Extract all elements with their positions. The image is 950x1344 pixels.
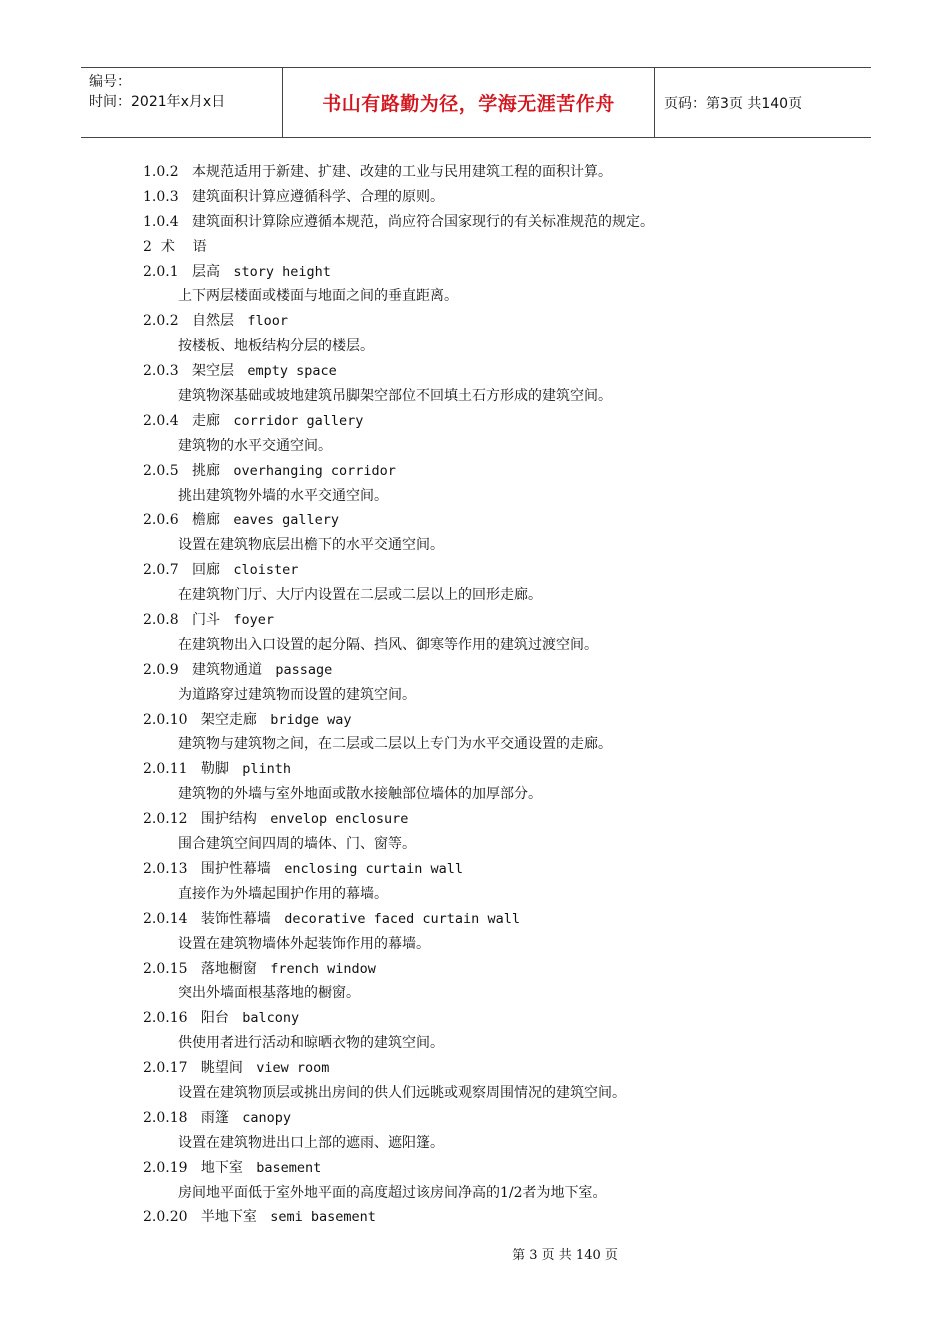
- definition-line: [143, 732, 843, 757]
- clause-line: [143, 857, 843, 882]
- definition-text: 供使用者进行活动和晾晒衣物的建筑空间。: [178, 1035, 444, 1052]
- clause-line: [143, 957, 843, 982]
- definition-line: [143, 384, 843, 409]
- clause-number: 2.0.16: [143, 1010, 188, 1027]
- definition-line: [143, 1031, 843, 1056]
- definition-text: 在建筑物门厅、大厅内设置在二层或二层以上的回形走廊。: [178, 587, 542, 604]
- clause-number: 2.0.17: [143, 1060, 188, 1077]
- term-english: envelop enclosure: [270, 811, 409, 828]
- definition-text: 直接作为外墙起围护作用的幕墙。: [178, 885, 388, 902]
- definition-line: [143, 434, 843, 459]
- definition-text: 在建筑物出入口设置的起分隔、挡风、御寒等作用的建筑过渡空间。: [178, 636, 598, 653]
- clause-line: [143, 658, 843, 683]
- definition-line: [143, 533, 843, 558]
- term-english: passage: [275, 661, 333, 678]
- clause-line: [143, 260, 843, 285]
- clause-number: 2.0.20: [143, 1209, 188, 1226]
- clause-number: 1.0.3: [143, 188, 179, 205]
- clause-text: 建筑面积计算除应遵循本规范，尚应符合国家现行的有关标准规范的规定。: [191, 213, 654, 230]
- clause-number: 2.0.3: [143, 363, 179, 380]
- definition-text: 建筑物的外墙与室外地面或散水接触部位墙体的加厚部分。: [178, 786, 542, 803]
- definition-text: 建筑物深基础或坡地建筑吊脚架空部位不回填土石方形成的建筑空间。: [178, 388, 612, 405]
- term-name: 门斗: [191, 612, 220, 629]
- term-english: cloister: [233, 562, 299, 579]
- definition-text: 建筑物与建筑物之间，在二层或二层以上专门为水平交通设置的走廊。: [178, 736, 612, 753]
- term-name: 围护结构: [200, 811, 257, 828]
- clause-line: [143, 708, 843, 733]
- date-label: 时间：2021年x月x日: [89, 94, 226, 110]
- clause-number: 2.0.14: [143, 910, 188, 927]
- term-name: 地下室: [200, 1159, 243, 1176]
- clause-line: [143, 185, 843, 210]
- clause-line: [143, 1106, 843, 1131]
- definition-text: 设置在建筑物顶层或挑出房间的供人们远眺或观察周围情况的建筑空间。: [178, 1084, 626, 1101]
- term-english: balcony: [242, 1010, 300, 1027]
- definition-line: [143, 484, 843, 509]
- term-english: canopy: [242, 1109, 292, 1126]
- definition-line: [143, 782, 843, 807]
- definition-line: [143, 932, 843, 957]
- clause-number: 2.0.10: [143, 711, 188, 728]
- clause-number: 2: [143, 238, 152, 255]
- term-name: 半地下室: [200, 1209, 257, 1226]
- clause-number: 2.0.2: [143, 313, 179, 330]
- term-name: 走廊: [191, 412, 220, 429]
- clause-line: [143, 907, 843, 932]
- clause-line: [143, 210, 843, 235]
- term-english: eaves gallery: [233, 512, 340, 529]
- definition-text: 为道路穿过建筑物而设置的建筑空间。: [178, 686, 416, 703]
- section-heading: [143, 235, 843, 260]
- term-name: 眺望间: [200, 1060, 243, 1077]
- clause-line: [143, 459, 843, 484]
- footer-page-number: 第 3 页 共 140 页: [512, 1248, 618, 1263]
- definition-line: [143, 832, 843, 857]
- term-name: 架空层: [191, 363, 234, 380]
- clause-line: [143, 359, 843, 384]
- term-name: 檐廊: [191, 512, 220, 529]
- clause-number: 2.0.11: [143, 761, 188, 778]
- clause-number: 2.0.7: [143, 562, 179, 579]
- definition-line: [143, 1181, 843, 1206]
- term-name: 装饰性幕墙: [200, 910, 271, 927]
- definition-text: 挑出建筑物外墙的水平交通空间。: [178, 487, 388, 504]
- term-english: overhanging corridor: [233, 462, 396, 479]
- clause-text: 建筑面积计算应遵循科学、合理的原则。: [191, 188, 444, 205]
- clause-line: [143, 1205, 843, 1230]
- header-meta: [81, 68, 282, 137]
- definition-line: [143, 882, 843, 907]
- term-english: semi basement: [270, 1209, 376, 1226]
- clause-number: 2.0.5: [143, 462, 179, 479]
- clause-line: [143, 309, 843, 334]
- clause-line: [143, 508, 843, 533]
- definition-text: 设置在建筑物墙体外起装饰作用的幕墙。: [178, 935, 430, 952]
- term-name: 挑廊: [191, 462, 220, 479]
- definition-line: [143, 583, 843, 608]
- header-motto: 书山有路勤为径，学海无涯苦作舟: [282, 68, 655, 137]
- clause-number: 2.0.13: [143, 860, 188, 877]
- definition-text: 设置在建筑物进出口上部的遮雨、遮阳篷。: [178, 1134, 444, 1151]
- term-english: story height: [233, 263, 331, 280]
- term-name: 阳台: [200, 1010, 229, 1027]
- page-footer: [0, 1244, 950, 1263]
- definition-line: [143, 633, 843, 658]
- clause-number: 2.0.4: [143, 412, 179, 429]
- header-page-label: 页码：第3页 共140页: [664, 95, 803, 112]
- term-english: corridor gallery: [233, 412, 364, 429]
- term-name: 雨篷: [200, 1109, 229, 1126]
- clause-number: 1.0.4: [143, 213, 179, 230]
- term-english: basement: [256, 1159, 322, 1176]
- term-english: french window: [270, 960, 376, 977]
- document-header: [81, 67, 871, 138]
- clause-text: 本规范适用于新建、扩建、改建的工业与民用建筑工程的面积计算。: [191, 164, 612, 180]
- clause-line: [143, 807, 843, 832]
- clause-number: 2.0.18: [143, 1109, 188, 1126]
- definition-line: [143, 334, 843, 359]
- clause-number: 2.0.15: [143, 960, 188, 977]
- clause-line: [143, 1006, 843, 1031]
- clause-number: 2.0.19: [143, 1159, 188, 1176]
- clause-line: [143, 558, 843, 583]
- term-name: 回廊: [191, 562, 220, 579]
- term-english: foyer: [233, 612, 274, 629]
- clause-number: 2.0.9: [143, 661, 179, 678]
- term-english: empty space: [247, 363, 337, 380]
- clause-line: [143, 608, 843, 633]
- definition-text: 上下两层楼面或楼面与地面之间的垂直距离。: [178, 288, 458, 305]
- clause-number: 2.0.8: [143, 612, 179, 629]
- clause-number: 2.0.12: [143, 811, 188, 828]
- term-name: 架空走廊: [200, 711, 257, 728]
- definition-line: [143, 683, 843, 708]
- term-english: view room: [256, 1060, 330, 1077]
- clause-line: [143, 160, 843, 185]
- definition-line: [143, 284, 843, 309]
- definition-text: 房间地平面低于室外地平面的高度超过该房间净高的1/2者为地下室。: [178, 1184, 607, 1201]
- term-english: floor: [247, 313, 288, 330]
- clause-line: [143, 757, 843, 782]
- definition-line: [143, 1131, 843, 1156]
- clause-line: [143, 409, 843, 434]
- definition-text: 按楼板、地板结构分层的楼层。: [178, 338, 374, 355]
- clause-number: 2.0.1: [143, 263, 179, 280]
- term-name: 勒脚: [200, 761, 229, 778]
- serial-label: 编号：: [89, 74, 131, 90]
- definition-line: [143, 1081, 843, 1106]
- term-name: 落地橱窗: [200, 960, 257, 977]
- clause-text: 术 语: [160, 238, 207, 255]
- definition-line: [143, 981, 843, 1006]
- term-english: plinth: [242, 761, 292, 778]
- term-name: 建筑物通道: [191, 661, 262, 678]
- clause-number: 2.0.6: [143, 512, 179, 529]
- definition-text: 突出外墙面根基落地的橱窗。: [178, 985, 360, 1002]
- clause-number: 1.0.2: [143, 164, 179, 180]
- term-name: 围护性幕墙: [200, 860, 271, 877]
- document-body: [143, 160, 843, 1230]
- term-name: 层高: [191, 263, 220, 280]
- definition-text: 围合建筑空间四周的墙体、门、窗等。: [178, 836, 416, 853]
- term-english: bridge way: [270, 711, 352, 728]
- term-name: 自然层: [191, 313, 234, 330]
- term-english: enclosing curtain wall: [284, 860, 464, 877]
- clause-line: [143, 1056, 843, 1081]
- term-english: decorative faced curtain wall: [284, 910, 520, 927]
- definition-text: 建筑物的水平交通空间。: [178, 437, 332, 454]
- clause-line: [143, 1156, 843, 1181]
- definition-text: 设置在建筑物底层出檐下的水平交通空间。: [178, 537, 444, 554]
